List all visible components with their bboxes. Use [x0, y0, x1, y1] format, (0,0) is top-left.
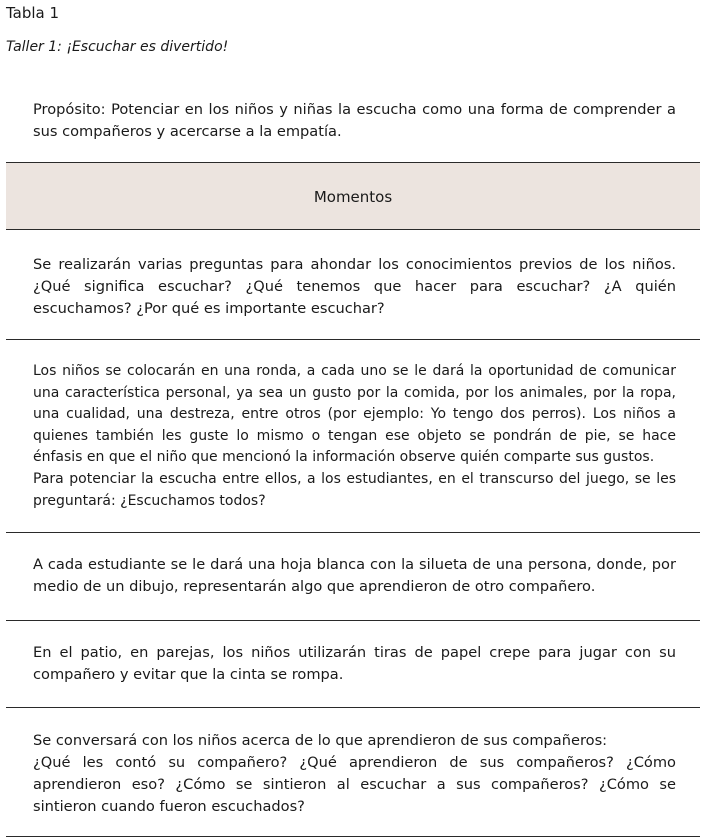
- rule-4: [6, 707, 700, 708]
- moment-1-paragraph: Se realizarán varias preguntas para ahondar los conocimientos previos de los niños. ¿Qué significa escuchar? ¿Qué tenemos que hacer para escuchar? ¿A quién escuchamos? ¿Por qué es importante escuchar?: [33, 256, 676, 317]
- moment-4-paragraph: En el patio, en parejas, los niños utilizarán tiras de papel crepe para jugar con su compañero y evitar que la cinta se rompa.: [33, 644, 676, 683]
- moment-3: [33, 554, 676, 598]
- moment-5-paragraph-1: Se conversará con los niños acerca de lo que aprendieron de sus compañeros:: [33, 732, 608, 749]
- moment-4: [33, 642, 676, 686]
- rule-5: [6, 836, 700, 837]
- purpose-text: Propósito: Potenciar en los niños y niñas la escucha como una forma de comprender a sus compañeros y acercarse a la empatía.: [33, 101, 676, 140]
- moment-5-paragraph-2: ¿Qué les contó su compañero? ¿Qué aprendieron de sus compañeros? ¿Cómo aprendieron eso? ¿Cómo se sintieron al escuchar a sus compañeros? ¿Cómo se sintieron cuando fueron escuchados?: [33, 754, 676, 815]
- rule-header-bottom: [6, 229, 700, 230]
- moment-1: [33, 254, 676, 320]
- rule-3: [6, 620, 700, 621]
- moment-5: [33, 730, 676, 818]
- column-header: Momentos: [313, 188, 393, 206]
- moment-3-paragraph: A cada estudiante se le dará una hoja blanca con la silueta de una persona, donde, por medio de un dibujo, representarán algo que aprendieron de otro compañero.: [33, 556, 676, 595]
- table-label: Tabla 1: [6, 4, 60, 22]
- rule-1: [6, 339, 700, 340]
- table-subtitle: Taller 1: ¡Escuchar es divertido!: [6, 39, 229, 55]
- moment-2-paragraph-1: Los niños se colocarán en una ronda, a cada uno se le dará la oportunidad de comunicar una característica personal, ya sea un gusto por la comida, por los animales, por la ropa, una cualidad, una destreza, entre otros (por ejemplo: Yo tengo dos perros). Los niños a quienes también les guste lo mismo o tengan ese objeto se pondrán de pie, se hace énfasis en que el niño que mencionó la información observe quién comparte sus gustos.: [33, 363, 676, 466]
- moment-2: [33, 361, 676, 512]
- rule-2: [6, 532, 700, 533]
- moment-2-paragraph-2: Para potenciar la escucha entre ellos, a los estudiantes, en el transcurso del juego, se les preguntará: ¿Escuchamos todos?: [33, 470, 676, 509]
